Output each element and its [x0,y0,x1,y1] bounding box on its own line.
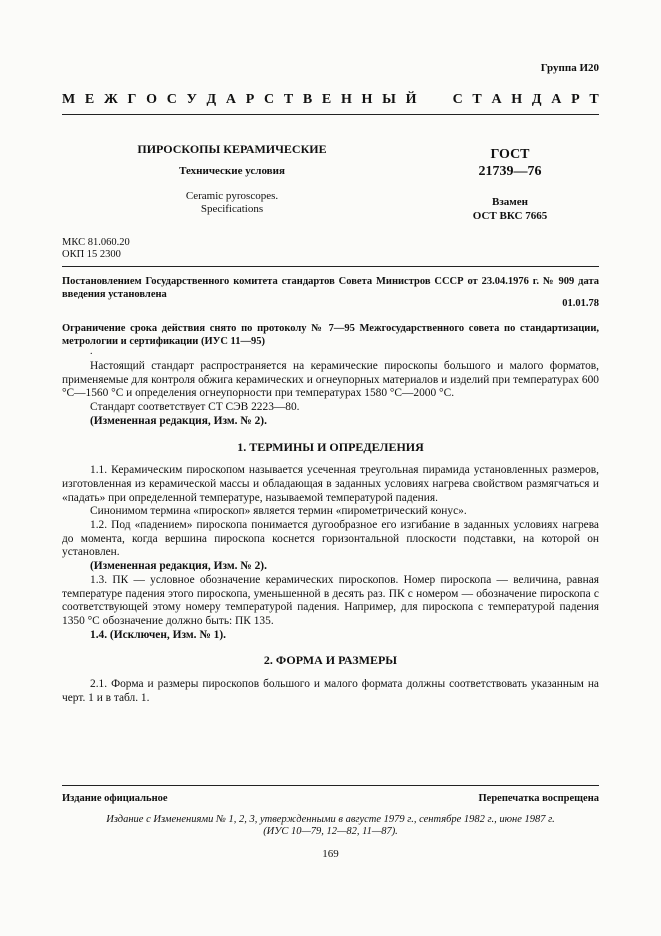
banner-letter: Т [283,92,294,107]
intro-compliance: Стандарт соответствует СТ СЭВ 2223—80. [90,401,300,414]
amendments-note-line2: (ИУС 10—79, 12—82, 11—87). [263,826,398,837]
banner-gap [426,92,430,110]
intro-paragraph: Настоящий стандарт распространяется на керамические пироскопы большого и малого форматов, применяемые для контроля обжига керамических и огнеупорных материалов и изделий при температурах 600 °С—1560 °С и определения огнеупорности при температурах 1580 °С—2000 °С. [62,360,599,400]
official-edition-label: Издание официальное [62,793,168,804]
banner-letter: Е [321,92,332,107]
section-2-title: 2. ФОРМА И РАЗМЕРЫ [263,653,398,668]
banner-gap [439,92,443,110]
document-body [62,360,599,705]
clause-1-2-edit-note: (Измененная редакция, Изм. № 2). [90,560,267,573]
banner-letter: А [551,92,562,107]
gost-label: ГОСТ [490,147,530,162]
standard-banner [62,92,599,110]
banner-letter: Й [405,92,417,107]
mks-code: МКС 81.060.20 [62,237,130,248]
section-1-title: 1. ТЕРМИНЫ И ОПРЕДЕЛЕНИЯ [237,439,424,454]
decree-text: Постановлением Государственного комитета стандартов Совета Министров СССР от 23.04.1976 г. № 909 дата введения установлена [62,276,599,300]
banner-letter: Д [206,92,217,107]
document-title: ПИРОСКОПЫ КЕРАМИЧЕСКИЕ [137,142,327,156]
classification-codes [62,237,130,261]
banner-letter: Р [245,92,255,107]
banner-letter: Р [571,92,580,107]
clause-1-4: 1.4. (Исключен, Изм. № 1). [90,628,226,641]
page-number: 169 [322,848,339,860]
banner-letter: А [491,92,502,107]
clause-1-3: 1.3. ПК — условное обозначение керамических пироскопов. Номер пироскопа — величина, равная температуре падения этого пироскопа, уменьшенной в десять раз. ПК с номером — обозначение пироскопа с соответствующей этому номеру температурой падения. Например, для пироскопа с температурой падения 1350 °С обозначение должно быть: ПК 135. [62,573,599,627]
limitation-text: Ограничение срока действия снято по протоколу № 7—95 Межгосударственного совета по стандартизации, метрологии и сертификации (ИУС 11—95) [62,323,599,347]
english-title-line2: Specifications [200,203,264,215]
banner-letter: С [166,92,177,107]
clause-1-2: 1.2. Под «падением» пироскопа понимается дугообразное его изгибание в заданных условиях нагрева до момента, когда вершина пироскопа коснется горизонтальной плоскости подставки, на которой он установлен. [62,519,599,559]
intro-edit-note: (Измененная редакция, Изм. № 2). [90,414,267,427]
replaces-standard: ОСТ ВКС 7665 [472,210,548,222]
header-divider [62,114,599,115]
banner-letter: М [62,92,76,107]
effective-date: 01.01.78 [562,298,599,309]
clause-1-1-synonym: Синонимом термина «пироскоп» является термин «пирометрический конус». [90,505,467,518]
banner-letter: Н [511,92,523,107]
amendments-note [62,814,599,838]
banner-letter: Т [472,92,482,107]
okp-code: ОКП 15 2300 [62,249,121,260]
banner-letter: Т [589,92,599,107]
banner-letter: Н [340,92,352,107]
clause-1-1: 1.1. Керамическим пироскопом называется усеченная треугольная пирамида установленных размеров, изготовленная из керамической массы и обладающая в заданных условиях нагрева свойством размягчаться и «падать» при определенной температуре, называемой температурой падения. [62,464,599,504]
footer-divider [62,785,599,786]
document-subtitle: Технические условия [179,165,285,177]
banner-letter: О [146,92,158,107]
gost-block [440,146,580,180]
banner-letter: Ы [382,92,396,107]
english-title [62,190,402,216]
amendments-note-line1: Издание с Изменениями № 1, 2, 3, утвержденными в августе 1979 г., сентябре 1982 г., июне 1987 г. [106,814,555,825]
clause-2-1: 2.1. Форма и размеры пироскопов большого и малого формата должны соответствовать указанным на черт. 1 и в табл. 1. [62,678,599,704]
banner-letter: С [263,92,275,107]
codes-divider [62,266,599,267]
gost-number: 21739—76 [478,164,542,179]
banner-letter: Е [84,92,95,107]
english-title-line1: Ceramic pyroscopes. [185,190,279,202]
banner-letter: Ж [103,92,118,107]
banner-letter: Н [361,92,373,107]
banner-letter: Д [531,92,542,107]
group-label: Группа И20 [540,62,599,74]
banner-letter: В [302,92,313,107]
stray-dot: . [90,346,93,357]
replaces-block [440,195,580,223]
banner-letter: Г [127,92,137,107]
banner-letter: С [452,92,463,107]
replaces-label: Взамен [492,196,528,208]
banner-letter: У [186,92,197,107]
reprint-prohibited-label: Перепечатка воспрещена [478,793,599,804]
banner-letter: А [225,92,237,107]
